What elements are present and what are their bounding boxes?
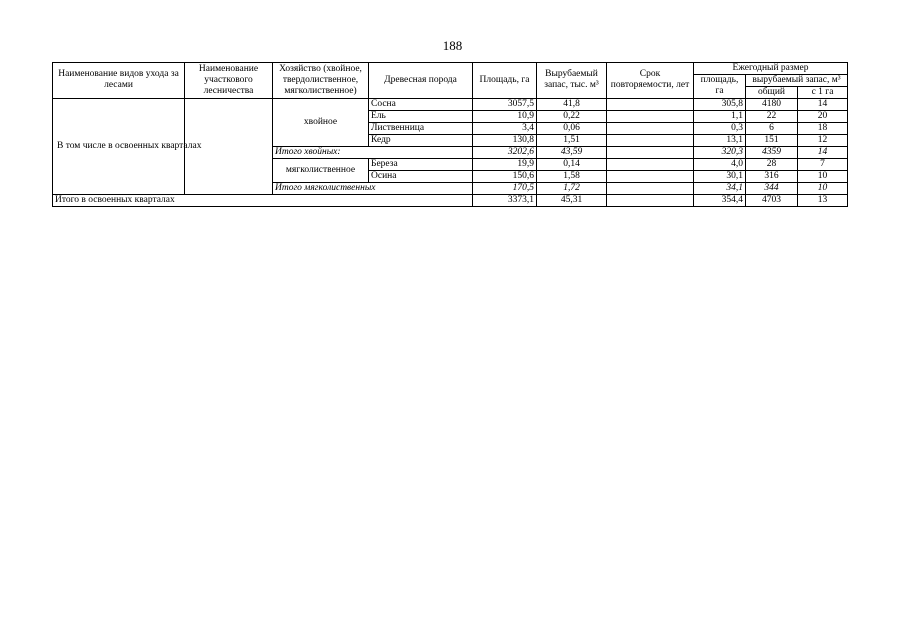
species-cell: Кедр: [369, 134, 473, 146]
period-cell: [607, 98, 694, 110]
header-annual-stock: вырубаемый запас, м³: [746, 74, 848, 86]
header-annual: Ежегодный размер: [694, 63, 848, 75]
group-label-cell: В том числе в освоенных кварталах: [53, 98, 185, 194]
annual-per-ha-cell: 20: [798, 110, 848, 122]
annual-area-cell: 30,1: [694, 170, 746, 182]
annual-area-cell: 4,0: [694, 158, 746, 170]
annual-total-cell: 6: [746, 122, 798, 134]
header-farm: Хозяйство (хвойное, твердолиственное, мягколиственное): [273, 63, 369, 99]
area-cell: 3,4: [473, 122, 537, 134]
header-forestry: Наименование участкового лесничества: [185, 63, 273, 99]
stock-cell: 1,58: [537, 170, 607, 182]
farm-soft-cell: мягколиственное: [273, 158, 369, 182]
subtotal-annual-per-ha: 10: [798, 182, 848, 194]
area-cell: 10,9: [473, 110, 537, 122]
annual-total-cell: 4180: [746, 98, 798, 110]
subtotal-area: 170,5: [473, 182, 537, 194]
header-period: Срок повторяемости, лет: [607, 63, 694, 99]
annual-total-cell: 28: [746, 158, 798, 170]
stock-cell: 41,8: [537, 98, 607, 110]
header-annual-area: площадь, га: [694, 74, 746, 98]
subtotal-stock: 1,72: [537, 182, 607, 194]
subtotal-label: Итого хвойных:: [273, 146, 473, 158]
grand-total-label: Итого в освоенных кварталах: [53, 194, 473, 206]
species-cell: Лиственница: [369, 122, 473, 134]
period-cell: [607, 158, 694, 170]
stock-cell: 0,22: [537, 110, 607, 122]
header-annual-total: общий: [746, 86, 798, 98]
subtotal-annual-per-ha: 14: [798, 146, 848, 158]
annual-area-cell: 0,3: [694, 122, 746, 134]
subtotal-label: Итого мягколиственных: [273, 182, 473, 194]
annual-total-cell: 316: [746, 170, 798, 182]
forest-care-table: [52, 62, 848, 207]
period-cell: [607, 134, 694, 146]
header-row-1: [53, 63, 848, 75]
annual-area-cell: 1,1: [694, 110, 746, 122]
stock-cell: 0,14: [537, 158, 607, 170]
header-area: Площадь, га: [473, 63, 537, 99]
subtotal-annual-area: 34,1: [694, 182, 746, 194]
header-stock: Вырубаемый запас, тыс. м³: [537, 63, 607, 99]
header-care-type: Наименование видов ухода за лесами: [53, 63, 185, 99]
period-cell: [607, 110, 694, 122]
subtotal-period: [607, 182, 694, 194]
subtotal-annual-total: 4359: [746, 146, 798, 158]
area-cell: 3057,5: [473, 98, 537, 110]
subtotal-annual-area: 320,3: [694, 146, 746, 158]
grand-total-row: [53, 194, 848, 206]
grand-total-annual-total: 4703: [746, 194, 798, 206]
area-cell: 150,6: [473, 170, 537, 182]
annual-per-ha-cell: 10: [798, 170, 848, 182]
page-number: 188: [442, 38, 463, 53]
grand-total-stock: 45,31: [537, 194, 607, 206]
grand-total-period: [607, 194, 694, 206]
annual-per-ha-cell: 14: [798, 98, 848, 110]
annual-area-cell: 13,1: [694, 134, 746, 146]
species-cell: Ель: [369, 110, 473, 122]
subtotal-annual-total: 344: [746, 182, 798, 194]
header-annual-per-ha: с 1 га: [798, 86, 848, 98]
species-cell: Осина: [369, 170, 473, 182]
annual-per-ha-cell: 7: [798, 158, 848, 170]
period-cell: [607, 170, 694, 182]
annual-total-cell: 22: [746, 110, 798, 122]
area-cell: 19,9: [473, 158, 537, 170]
period-cell: [607, 122, 694, 134]
annual-per-ha-cell: 12: [798, 134, 848, 146]
annual-per-ha-cell: 18: [798, 122, 848, 134]
grand-total-annual-area: 354,4: [694, 194, 746, 206]
species-cell: Сосна: [369, 98, 473, 110]
subtotal-period: [607, 146, 694, 158]
area-cell: 130,8: [473, 134, 537, 146]
subtotal-area: 3202,6: [473, 146, 537, 158]
species-cell: Береза: [369, 158, 473, 170]
farm-conifer-cell: хвойное: [273, 98, 369, 146]
subtotal-stock: 43,59: [537, 146, 607, 158]
stock-cell: 1,51: [537, 134, 607, 146]
annual-total-cell: 151: [746, 134, 798, 146]
grand-total-area: 3373,1: [473, 194, 537, 206]
stock-cell: 0,06: [537, 122, 607, 134]
header-species: Древесная порода: [369, 63, 473, 99]
annual-area-cell: 305,8: [694, 98, 746, 110]
table-row: [53, 98, 848, 110]
grand-total-annual-per-ha: 13: [798, 194, 848, 206]
